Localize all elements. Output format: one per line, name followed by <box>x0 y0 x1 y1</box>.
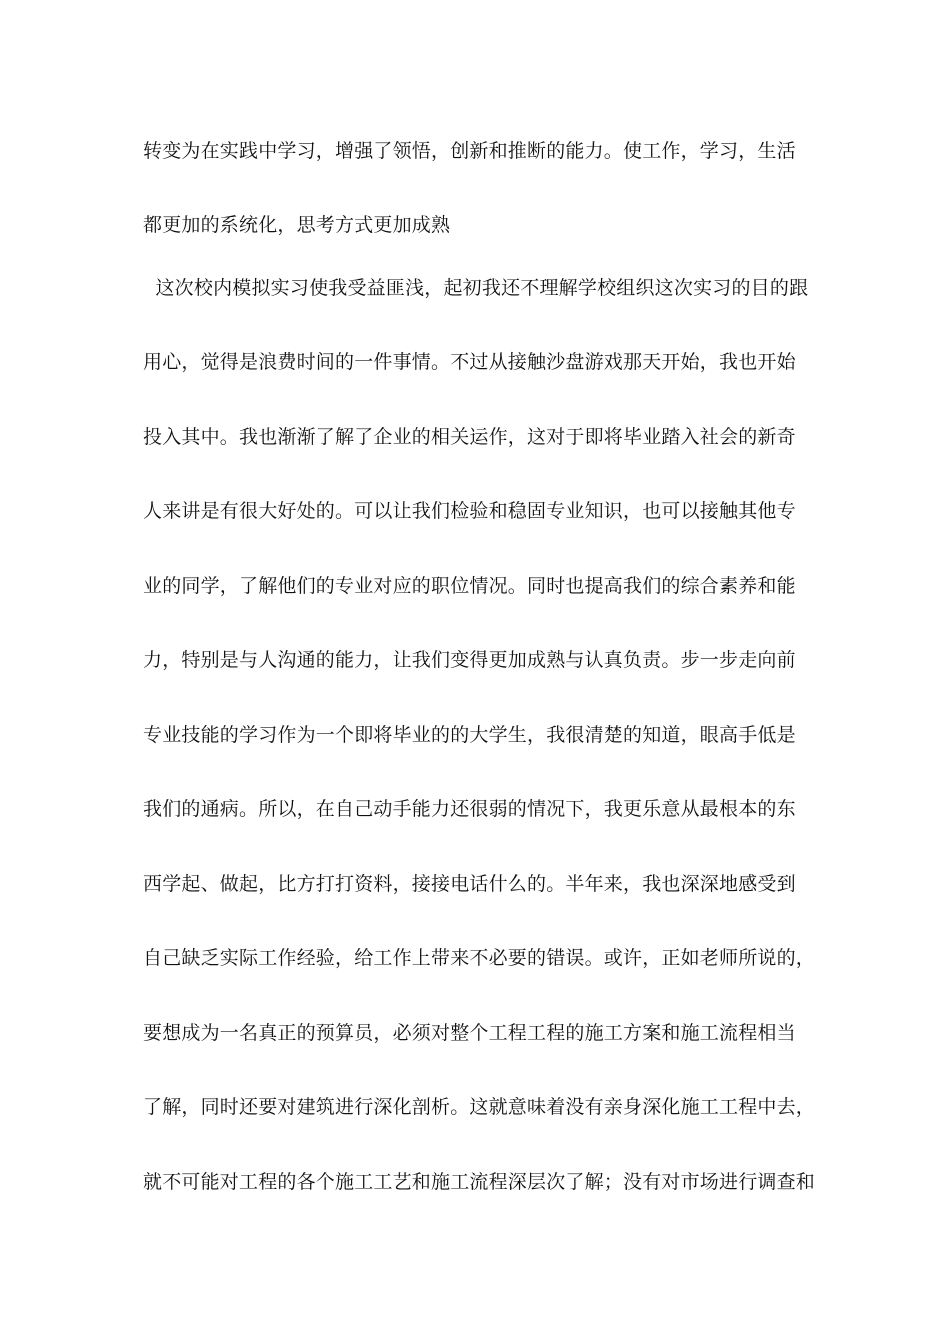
text-line: 力，特别是与人沟通的能力，让我们变得更加成熟与认真负责。步一步走向前 <box>143 649 796 671</box>
paragraph-start-line: 这次校内模拟实习使我受益匪浅，起初我还不理解学校组织这次实习的目的跟 <box>143 277 809 299</box>
text-line: 就不可能对工程的各个施工工艺和施工流程深层次了解；没有对市场进行调查和 <box>143 1171 816 1193</box>
text-line: 专业技能的学习作为一个即将毕业的的大学生，我很清楚的知道，眼高手低是 <box>143 724 796 746</box>
text-line: 了解，同时还要对建筑进行深化剖析。这就意味着没有亲身深化施工工程中去， <box>143 1096 816 1118</box>
text-line: 要想成为一名真正的预算员，必须对整个工程工程的施工方案和施工流程相当 <box>143 1022 796 1044</box>
text-line: 都更加的系统化，思考方式更加成熟 <box>143 214 451 236</box>
text-line: 转变为在实践中学习，增强了领悟，创新和推断的能力。使工作，学习，生活 <box>143 140 796 162</box>
text-line: 用心，觉得是浪费时间的一件事情。不过从接触沙盘游戏那天开始，我也开始 <box>143 351 796 373</box>
text-line: 人来讲是有很大好处的。可以让我们检验和稳固专业知识，也可以接触其他专 <box>143 500 796 522</box>
text-line: 我们的通病。所以，在自己动手能力还很弱的情况下，我更乐意从最根本的东 <box>143 798 796 820</box>
text-line: 投入其中。我也渐渐了解了企业的相关运作，这对于即将毕业踏入社会的新奇 <box>143 426 796 448</box>
text-line: 西学起、做起，比方打打资料，接接电话什么的。半年来，我也深深地感受到 <box>143 873 796 895</box>
text-line: 业的同学，了解他们的专业对应的职位情况。同时也提高我们的综合素养和能 <box>143 575 796 597</box>
text-line: 自己缺乏实际工作经验，给工作上带来不必要的错误。或许，正如老师所说的， <box>143 947 816 969</box>
